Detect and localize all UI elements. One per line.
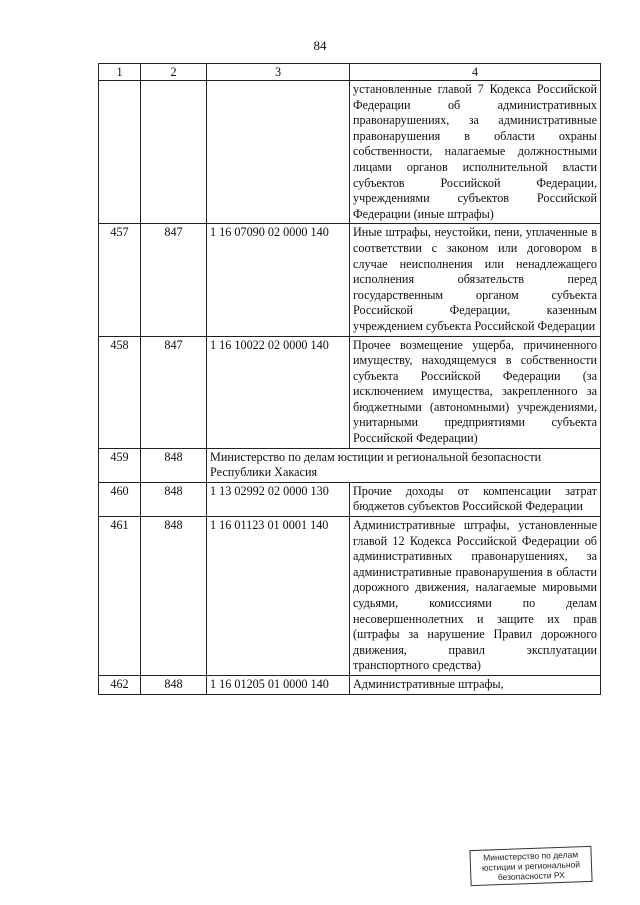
table-row — [99, 448, 601, 482]
row-number-cell: 457 — [99, 224, 141, 336]
admin-code-cell: 848 — [141, 675, 207, 694]
row-number-cell: 460 — [99, 482, 141, 516]
header-cell: 3 — [207, 64, 350, 81]
description-cell: Прочее возмещение ущерба, причиненного имуществу, находящемуся в собственности субъекта Российской Федерации (за исключением имущества, закрепленного за бюджетными (автономными) учреждениями, унитарными предприятиями субъекта Российской Федерации) — [350, 336, 601, 448]
header-cell: 4 — [350, 64, 601, 81]
table-row — [99, 81, 601, 224]
admin-code-cell: 847 — [141, 336, 207, 448]
budget-code-cell: 1 16 07090 02 0000 140 — [207, 224, 350, 336]
row-number-cell: 459 — [99, 448, 141, 482]
table-row — [99, 675, 601, 694]
budget-code-cell: 1 16 01205 01 0000 140 — [207, 675, 350, 694]
description-cell: Административные штрафы, установленные главой 12 Кодекса Российской Федерации об административных правонарушениях, за административные правонарушения в области дорожного движения, налагаемые мировыми судьями, комиссиями по делам несовершеннолетних и защите их прав (штрафы за нарушение Правил дорожного движения, правил эксплуатации транспортного средства) — [350, 517, 601, 676]
admin-code-cell: 848 — [141, 482, 207, 516]
ministry-stamp — [469, 846, 592, 886]
revenue-codes-table — [98, 63, 601, 695]
table-row — [99, 224, 601, 336]
table-row — [99, 517, 601, 676]
budget-code-cell: 1 13 02992 02 0000 130 — [207, 482, 350, 516]
description-cell: установленные главой 7 Кодекса Российской Федерации об административных правонарушениях, за административные правонарушения в области охраны собственности, налагаемые должностными лицами органов исполнительной власти субъектов Российской Федерации, учреждениями субъектов Российской Федерации (иные штрафы) — [350, 81, 601, 224]
header-cell: 1 — [99, 64, 141, 81]
table-row — [99, 482, 601, 516]
table-header-row — [99, 64, 601, 81]
stamp-line: юстиции и региональной — [481, 859, 581, 873]
budget-code-cell: 1 16 01123 01 0001 140 — [207, 517, 350, 676]
admin-code-cell: 848 — [141, 448, 207, 482]
administrator-name-cell: Министерство по делам юстиции и региональной безопасности Республики Хакасия — [207, 448, 601, 482]
header-cell: 2 — [141, 64, 207, 81]
stamp-line: безопасности РХ — [497, 869, 566, 883]
table-row — [99, 336, 601, 448]
admin-code-cell: 848 — [141, 517, 207, 676]
row-number-cell: 458 — [99, 336, 141, 448]
budget-code-cell: 1 16 10022 02 0000 140 — [207, 336, 350, 448]
row-number-cell: 461 — [99, 517, 141, 676]
row-number-cell — [99, 81, 141, 224]
description-cell: Прочие доходы от компенсации затрат бюджетов субъектов Российской Федерации — [350, 482, 601, 516]
description-cell: Иные штрафы, неустойки, пени, уплаченные в соответствии с законом или договором в случае неисполнения или ненадлежащего исполнения обязательств перед государственным органом субъекта Российской Федерации, казенным учреждением субъекта Российской Федерации — [350, 224, 601, 336]
budget-code-cell — [207, 81, 350, 224]
stamp-line: Министерство по делам — [482, 849, 579, 863]
page-number: 84 — [313, 38, 327, 53]
admin-code-cell — [141, 81, 207, 224]
row-number-cell: 462 — [99, 675, 141, 694]
admin-code-cell: 847 — [141, 224, 207, 336]
description-cell: Административные штрафы, — [350, 675, 601, 694]
